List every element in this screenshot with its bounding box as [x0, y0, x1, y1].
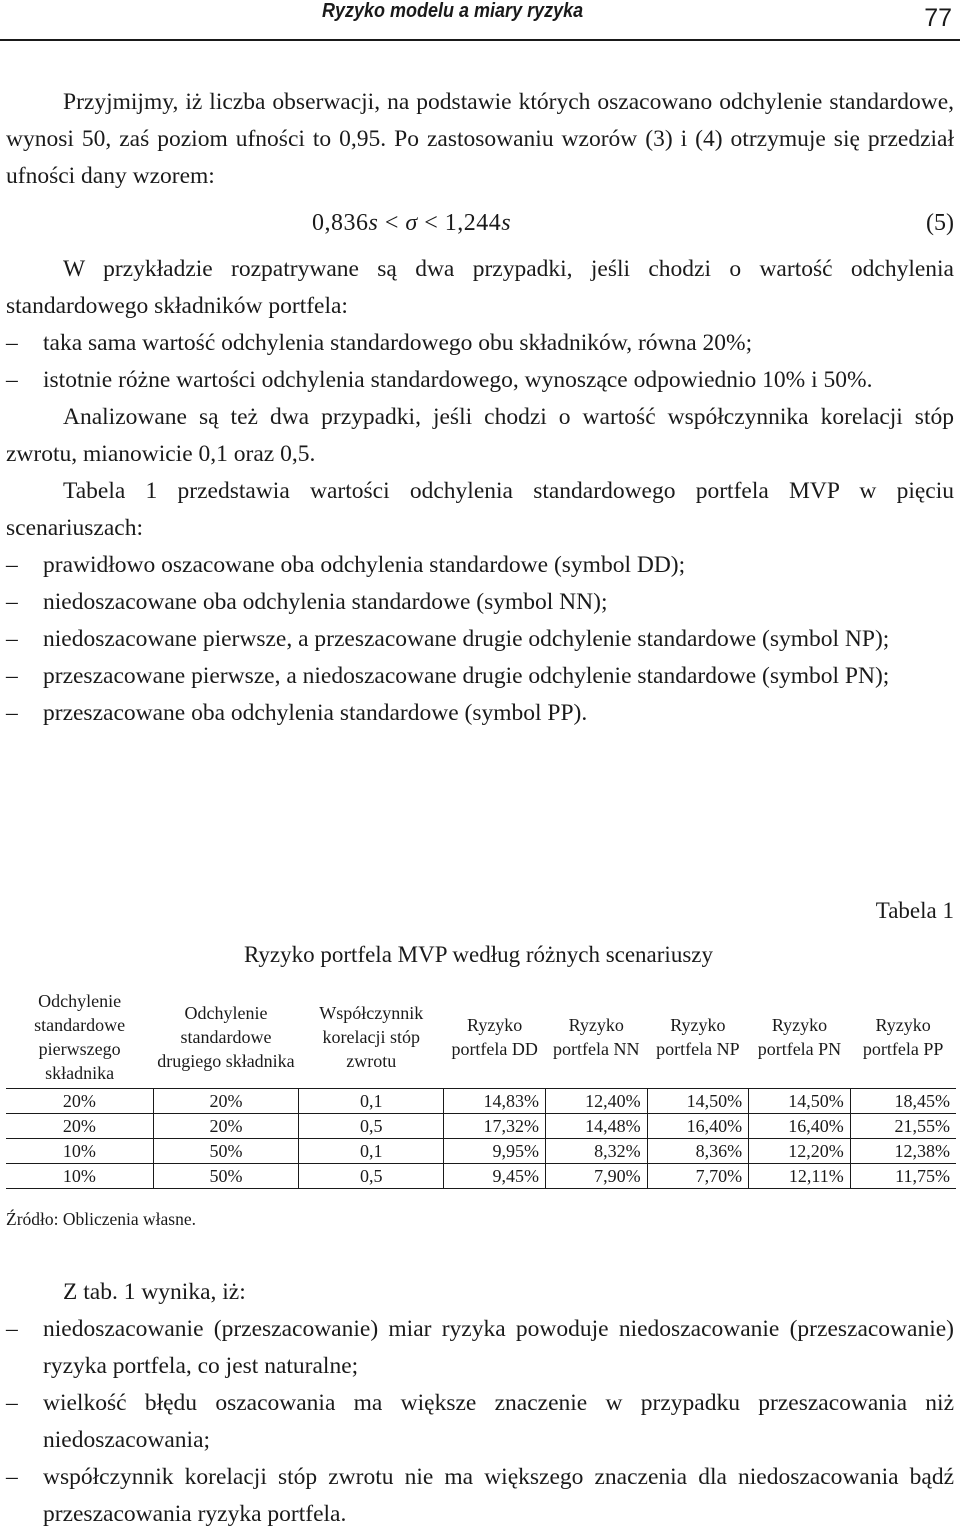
header-rule [0, 39, 960, 41]
table-cell: 20% [153, 1113, 298, 1138]
table-cell: 12,38% [850, 1138, 956, 1163]
formula-var-s: s [368, 210, 379, 236]
table-cell: 8,32% [545, 1138, 647, 1163]
dash-bullet: – [6, 1390, 18, 1416]
table-cell: 10% [6, 1138, 153, 1163]
table-cell: 0,1 [299, 1088, 444, 1113]
dash-bullet: – [6, 700, 18, 726]
list-item: – istotnie różne wartości odchylenia standardowego, wynoszące odpowiednio 10% i 50%. [6, 362, 954, 399]
dash-bullet: – [6, 1464, 18, 1490]
table-cell: 0,5 [299, 1113, 444, 1138]
dash-bullet: – [6, 626, 18, 652]
table-cell: 16,40% [749, 1113, 851, 1138]
dash-bullet: – [6, 367, 18, 393]
table-source-note: Źródło: Obliczenia własne. [6, 1209, 197, 1229]
table-cell: 14,83% [444, 1088, 546, 1113]
table-row [6, 1163, 956, 1188]
table-row [6, 1088, 956, 1113]
formula-lower: 0,836 [312, 210, 369, 236]
table-cell: 7,70% [647, 1163, 749, 1188]
page-number: 77 [924, 4, 952, 32]
table-cell: 21,55% [850, 1113, 956, 1138]
dash-bullet: – [6, 552, 18, 578]
confidence-interval-formula [312, 205, 511, 242]
conclusion-list [6, 1311, 954, 1533]
table-label: Tabela 1 [875, 898, 954, 923]
list-item: – przeszacowane pierwsze, a niedoszacowane drugie odchylenie standardowe (symbol PN); [6, 658, 954, 695]
table-cell: 18,45% [850, 1088, 956, 1113]
table-cell: 20% [6, 1088, 153, 1113]
table-cell: 0,5 [299, 1163, 444, 1188]
table-cell: 12,11% [749, 1163, 851, 1188]
formula-sigma: σ [405, 210, 418, 236]
list-item: – współczynnik korelacji stóp zwrotu nie ma większego znaczenia dla niedoszacowania bądź przeszacowania ryzyka portfela. [6, 1459, 954, 1533]
risk-table [6, 988, 956, 1189]
column-header: Współczynnik korelacji stóp zwrotu [299, 988, 444, 1088]
table-title: Ryzyko portfela MVP według różnych scenariuszy [244, 942, 713, 967]
column-header: Odchylenie standardowe pierwszego składnika [6, 988, 153, 1088]
list-item: – prawidłowo oszacowane oba odchylenia standardowe (symbol DD); [6, 547, 954, 584]
column-header: Ryzyko portfela DD [444, 988, 546, 1088]
std-dev-cases-list [6, 325, 954, 399]
table-row [6, 1138, 956, 1163]
dash-bullet: – [6, 1316, 18, 1342]
dash-bullet: – [6, 589, 18, 615]
body-text [6, 84, 954, 732]
formula-less-than: < [417, 210, 445, 236]
table-cell: 12,40% [545, 1088, 647, 1113]
list-item: – niedoszacowane oba odchylenia standardowe (symbol NN); [6, 584, 954, 621]
paragraph-cases: W przykładzie rozpatrywane są dwa przypadki, jeśli chodzi o wartość odchylenia standardowego składników portfela: [6, 256, 954, 319]
column-header: Ryzyko portfela NP [647, 988, 749, 1088]
table-cell: 16,40% [647, 1113, 749, 1138]
table-header-row [6, 988, 956, 1088]
table-cell: 20% [153, 1088, 298, 1113]
table-cell: 50% [153, 1138, 298, 1163]
table-cell: 50% [153, 1163, 298, 1188]
list-item: – niedoszacowane pierwsze, a przeszacowane drugie odchylenie standardowe (symbol NP); [6, 621, 954, 658]
list-item: – niedoszacowanie (przeszacowanie) miar ryzyka powoduje niedoszacowanie (przeszacowanie) ryzyka portfela, co jest naturalne; [6, 1311, 954, 1385]
dash-bullet: – [6, 663, 18, 689]
table-cell: 0,1 [299, 1138, 444, 1163]
running-title: Ryzyko modelu a miary ryzyka [322, 0, 584, 22]
table-cell: 9,45% [444, 1163, 546, 1188]
table-cell: 14,50% [749, 1088, 851, 1113]
table-cell: 8,36% [647, 1138, 749, 1163]
equation-number: (5) [926, 210, 954, 236]
list-item: – taka sama wartość odchylenia standardowego obu składników, równa 20%; [6, 325, 954, 362]
column-header: Ryzyko portfela NN [545, 988, 647, 1088]
table-cell: 12,20% [749, 1138, 851, 1163]
scenario-list [6, 547, 954, 732]
table-cell: 9,95% [444, 1138, 546, 1163]
column-header: Ryzyko portfela PN [749, 988, 851, 1088]
table-cell: 14,48% [545, 1113, 647, 1138]
conclusion-section [6, 1274, 954, 1533]
conclusion-lead: Z tab. 1 wynika, iż: [63, 1279, 246, 1305]
running-header [0, 0, 960, 40]
table-cell: 20% [6, 1113, 153, 1138]
table-cell: 10% [6, 1163, 153, 1188]
dash-bullet: – [6, 330, 18, 356]
paragraph-correlation: Analizowane są też dwa przypadki, jeśli chodzi o wartość współczynnika korelacji stóp zwrotu, mianowicie 0,1 oraz 0,5. [6, 404, 954, 467]
equation-5 [6, 195, 954, 251]
list-item: – wielkość błędu oszacowania ma większe znaczenie w przypadku przeszacowania niż niedoszacowania; [6, 1385, 954, 1459]
paragraph-table-intro: Tabela 1 przedstawia wartości odchylenia standardowego portfela MVP w pięciu scenariuszach: [6, 478, 954, 541]
formula-upper: 1,244 [444, 210, 502, 236]
formula-var-s: s [501, 210, 512, 236]
table-cell: 17,32% [444, 1113, 546, 1138]
table-cell: 11,75% [850, 1163, 956, 1188]
paragraph-sample-size: Przyjmijmy, iż liczba obserwacji, na podstawie których oszacowano odchylenie standardowe, wynosi 50, zaś poziom ufności to 0,95. Po zastosowaniu wzorów (3) i (4) otrzymuje się przedział ufności dany wzorem: [6, 89, 954, 189]
table-cell: 7,90% [545, 1163, 647, 1188]
column-header: Ryzyko portfela PP [850, 988, 956, 1088]
column-header: Odchylenie standardowe drugiego składnika [153, 988, 298, 1088]
table-cell: 14,50% [647, 1088, 749, 1113]
formula-less-than: < [378, 210, 406, 236]
table-row [6, 1113, 956, 1138]
list-item: – przeszacowane oba odchylenia standardowe (symbol PP). [6, 695, 954, 732]
